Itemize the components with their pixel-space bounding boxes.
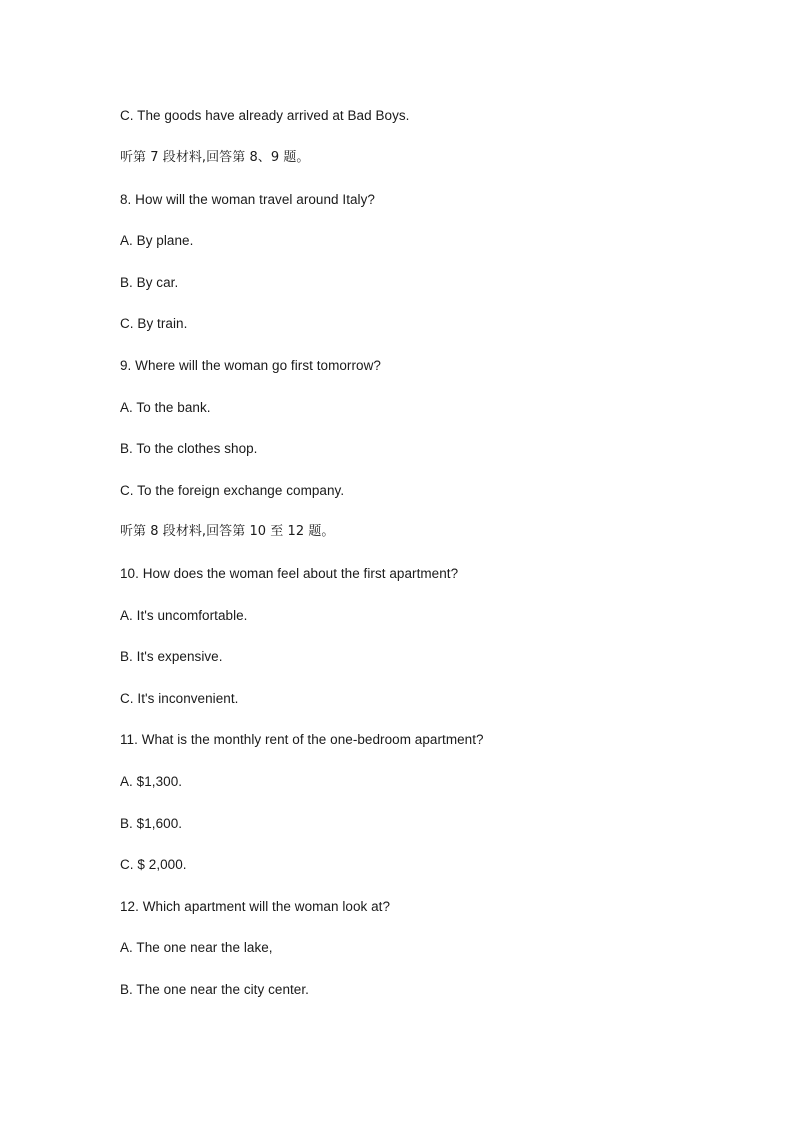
option-a-q9: A. To the bank. bbox=[120, 400, 211, 415]
option-c-q11: C. $ 2,000. bbox=[120, 857, 187, 872]
option-b-q11: B. $1,600. bbox=[120, 816, 183, 831]
section-heading-8: 听第 8 段材料,回答第 10 至 12 题。 bbox=[120, 524, 335, 539]
option-b-q12: B. The one near the city center. bbox=[120, 982, 309, 997]
option-b-q9: B. To the clothes shop. bbox=[120, 441, 258, 456]
option-a-q10: A. It's uncomfortable. bbox=[120, 608, 248, 623]
option-c-q7: C. The goods have already arrived at Bad Boys. bbox=[120, 108, 410, 123]
option-a-q12: A. The one near the lake, bbox=[120, 940, 273, 955]
option-c-q8: C. By train. bbox=[120, 316, 188, 331]
option-b-q10: B. It's expensive. bbox=[120, 649, 223, 664]
option-b-q8: B. By car. bbox=[120, 275, 179, 290]
question-9: 9. Where will the woman go first tomorrow? bbox=[120, 358, 381, 373]
option-a-q11: A. $1,300. bbox=[120, 774, 183, 789]
option-c-q9: C. To the foreign exchange company. bbox=[120, 483, 345, 498]
question-11: 11. What is the monthly rent of the one-bedroom apartment? bbox=[120, 732, 484, 747]
section-heading-7: 听第 7 段材料,回答第 8、9 题。 bbox=[120, 150, 310, 165]
question-10: 10. How does the woman feel about the first apartment? bbox=[120, 566, 459, 581]
option-c-q10: C. It's inconvenient. bbox=[120, 691, 239, 706]
question-12: 12. Which apartment will the woman look at? bbox=[120, 899, 391, 914]
question-8: 8. How will the woman travel around Italy? bbox=[120, 192, 375, 207]
option-a-q8: A. By plane. bbox=[120, 233, 194, 248]
